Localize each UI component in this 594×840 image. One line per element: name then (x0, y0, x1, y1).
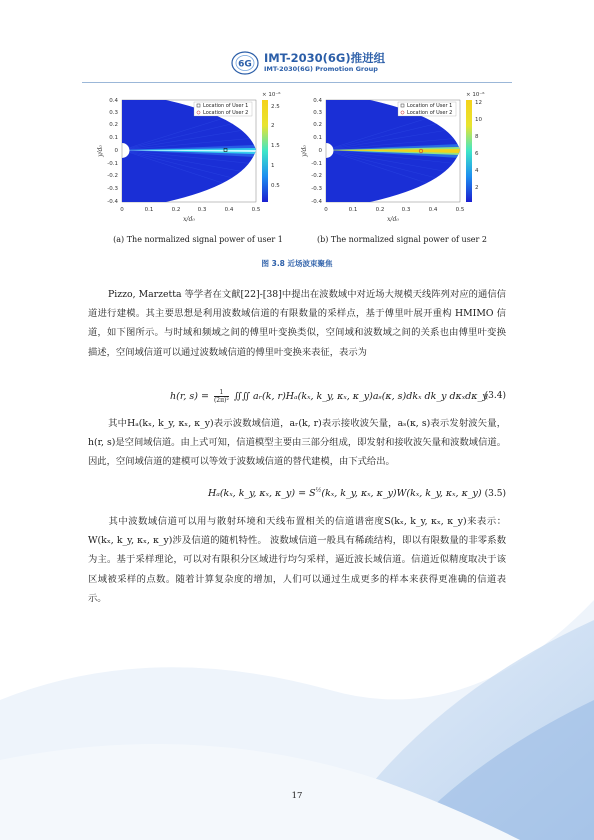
x-tick-label: 0.5 (251, 207, 261, 213)
y-tick-label: 0.4 (313, 98, 322, 104)
colorbar-tick: 6 (475, 151, 479, 157)
figure-a-caption: (a) The normalized signal power of user 1 (113, 235, 283, 244)
paragraph-3 (88, 512, 506, 608)
header-subtitle: IMT-2030(6G) Promotion Group (264, 65, 378, 73)
equation-3-5: Hₐ(kₓ, k_y, κₓ, κ_y) = $S^{\frac{1}{2}}(k_x$, k_y, κₓ, κ_y)W(kₓ, k_y, κₓ, κ_y) (208, 487, 482, 500)
equation-rhs: ∬∬ aᵣ(k, r)Hₐ(kₓ, k_y, κₓ, κ_y)aₛ(κ, s)dkₓ dk_y dκₓdκ_y (233, 391, 488, 402)
figure-b (300, 88, 500, 238)
page-header (230, 48, 385, 78)
y-tick-label: -0.2 (311, 173, 322, 179)
y-tick-label: -0.1 (311, 161, 322, 167)
figure-b-y-ticks (311, 98, 322, 205)
y-axis-label: y/d₀ (97, 145, 104, 157)
colorbar-tick: 2 (271, 123, 275, 129)
colorbar-tick: 1 (271, 163, 275, 169)
legend-entry-2: Location of User 2 (203, 110, 249, 116)
x-tick-label: 0.1 (348, 207, 358, 213)
colorbar-tick: 1.5 (271, 143, 280, 149)
legend-entry-2: Location of User 2 (407, 110, 453, 116)
x-tick-label: 0.3 (197, 207, 207, 213)
header-divider (82, 82, 512, 83)
equation-fraction: $\frac{1}{\text{(2π)²}}$ (213, 389, 229, 404)
colorbar-exponent: × 10⁻⁶ (466, 92, 485, 98)
y-tick-label: 0.2 (313, 122, 322, 128)
y-tick-label: -0.2 (107, 173, 118, 179)
x-tick-label: 0.2 (171, 207, 181, 213)
y-tick-label: 0.1 (109, 135, 118, 141)
x-tick-label: 0 (324, 207, 328, 213)
x-tick-label: 0 (120, 207, 124, 213)
y-tick-label: -0.4 (107, 199, 118, 205)
y-axis-label: y/d₀ (301, 145, 308, 157)
equation-lhs: Hₐ(kₓ, k_y, κₓ, κ_y) = S (208, 488, 316, 500)
logo-text: 6G (238, 59, 252, 70)
figure-a (96, 88, 296, 238)
paragraph-2-text: 其中Hₐ(kₓ, k_y, κₓ, κ_y)表示波数域信道，aᵣ(k, r)表示接收波矢量，aₛ(κ, s)表示发射波矢量，h(r, s)是空间域信道。由上式可知，信道模型主要由三部分组成，即发射和接收波矢量和波数域信道。 因此，空间域信道的建模可以等效于波数域信道的替代建模，由下式给出。 (88, 418, 506, 468)
figure-b-x-ticks (324, 207, 465, 213)
figure-b-plot (300, 88, 500, 238)
equation-number-3-4: (3.4) (484, 391, 506, 401)
x-tick-label: 0.4 (224, 207, 234, 213)
y-tick-label: 0 (318, 148, 322, 154)
y-tick-label: 0.3 (109, 110, 118, 116)
figure-a-y-ticks (107, 98, 118, 205)
x-tick-label: 0.3 (401, 207, 411, 213)
y-tick-label: 0.1 (313, 135, 322, 141)
x-tick-label: 0.5 (455, 207, 465, 213)
y-tick-label: 0.3 (313, 110, 322, 116)
y-tick-label: -0.3 (311, 186, 322, 192)
x-tick-label: 0.2 (375, 207, 385, 213)
figure-a-x-ticks (120, 207, 261, 213)
figure-a-plot (96, 88, 296, 238)
equation-number-3-5: (3.5) (484, 489, 506, 499)
paragraph-3-text: 其中波数域信道可以用与散射环境和天线布置相关的信道谱密度S(kₓ, k_y, κₓ, κ_y)来表示：W(kₓ, k_y, κₓ, κ_y)涉及信道的随机特性。 波数域信道一般具有稀疏结构，即以有限数量的非零系数为主。基于采样理论，可以对有限积分区域进行均匀采样，逼近波长域信道。信道近似精度取决于该区域被采样的点数。随着计算复杂度的增加，人们可以通过生成更多的样本来获得更准确的信道表示。 (88, 516, 506, 604)
paragraph-2 (88, 414, 506, 472)
page-number: 17 (291, 791, 303, 801)
equation-lhs: h(r, s) = (170, 391, 209, 402)
y-tick-label: -0.4 (311, 199, 322, 205)
colorbar-tick: 2 (475, 185, 479, 191)
figure-title: 图 3.8 近场波束聚焦 (261, 259, 333, 268)
x-axis-label: x/d₀ (183, 216, 195, 223)
y-tick-label: 0 (114, 148, 118, 154)
colorbar-tick: 2.5 (271, 104, 280, 110)
legend-entry-1: Location of User 1 (203, 103, 249, 109)
y-tick-label: 0.4 (109, 98, 118, 104)
colorbar-tick: 4 (475, 168, 479, 174)
y-tick-label: -0.3 (107, 186, 118, 192)
imt-logo-icon (230, 50, 260, 76)
x-axis-label: x/d₀ (387, 216, 399, 223)
colorbar-exponent: × 10⁻⁶ (262, 92, 281, 98)
equation-3-4 (170, 389, 488, 404)
paragraph-1-text: Pizzo, Marzetta 等学者在文献[22]-[38]中提出在波数域中对近场大规模天线阵列对应的通信信道进行建模。其主要思想是利用波数域信道的有限数量的采样点，基于傅里叶展开重构 HMIMO 信道，如下图所示。与时域和频域之间的傅里叶变换类似，空间域和波数域之间的关系也由傅里叶变换描述，空间域信道可以通过波数域信道的傅里叶变换来表征，表示为 (88, 289, 506, 358)
paragraph-1 (88, 285, 506, 362)
colorbar-tick: 12 (475, 100, 482, 106)
y-tick-label: -0.1 (107, 161, 118, 167)
colorbar-tick: 10 (475, 117, 482, 123)
figure-b-caption: (b) The normalized signal power of user 2 (316, 235, 487, 244)
colorbar (262, 100, 268, 202)
x-tick-label: 0.1 (144, 207, 154, 213)
colorbar (466, 100, 472, 202)
x-tick-label: 0.4 (428, 207, 438, 213)
legend-entry-1: Location of User 1 (407, 103, 453, 109)
colorbar-tick: 0.5 (271, 183, 280, 189)
header-title: IMT-2030(6G)推进组 (264, 51, 386, 65)
equation-rhs: (kₓ, k_y, κₓ, κ_y)W(kₓ, k_y, κₓ, κ_y) (321, 488, 482, 500)
y-tick-label: 0.2 (109, 122, 118, 128)
colorbar-tick: 8 (475, 134, 479, 140)
